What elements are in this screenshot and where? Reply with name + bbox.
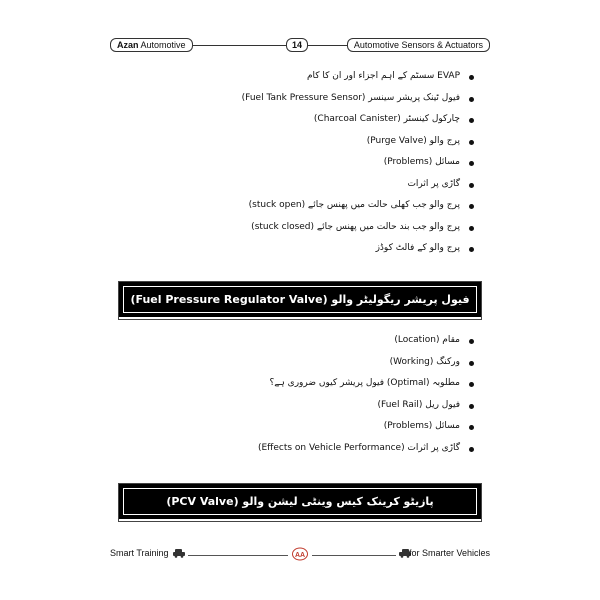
list-item-text: پرج والو جب بند حالت میں پھنس جائے (stuck closed) xyxy=(251,221,460,232)
bullet-icon xyxy=(469,226,474,231)
topic-list-regulator xyxy=(110,330,490,459)
list-item-text: چارکول کینسٹر (Charcoal Canister) xyxy=(313,114,460,124)
section-heading-pcv-valve: پازیٹو کرینک کیس وینٹی لیشن والو (PCV Valve) xyxy=(121,486,479,517)
list-item xyxy=(110,217,490,239)
list-item-text: پرج والو کے فالٹ کوڈز xyxy=(375,243,460,253)
list-item-text: مسائل (Problems) xyxy=(383,157,460,167)
list-item-text: پرج والو (Purge Valve) xyxy=(366,135,460,146)
bullet-icon xyxy=(469,140,474,145)
brand-rest: Automotive xyxy=(138,40,186,50)
document-page xyxy=(110,0,490,600)
bullet-icon xyxy=(469,204,474,209)
list-item xyxy=(110,352,490,374)
section-heading-fuel-pressure-regulator: فیول پریشر ریگولیٹر والو (Fuel Pressure Regulator Valve) xyxy=(121,284,479,315)
bullet-icon xyxy=(469,447,474,452)
brand-bold: Azan xyxy=(117,40,139,50)
list-item xyxy=(110,438,490,460)
list-item-text: پرج والو جب کھلی حالت میں پھنس جائے (stuck open) xyxy=(248,200,460,210)
bullet-icon xyxy=(469,118,474,123)
bullet-icon xyxy=(469,183,474,188)
list-item-text: مطلوبہ (Optimal) فیول پریشر کیوں ضروری ہے؟ xyxy=(269,378,460,388)
bullet-icon xyxy=(469,382,474,387)
logo-text: AA xyxy=(294,552,306,559)
bullet-icon xyxy=(469,161,474,166)
list-item xyxy=(110,66,490,88)
page-header xyxy=(110,38,490,52)
brand-label xyxy=(110,38,193,52)
bullet-icon xyxy=(469,425,474,430)
list-item xyxy=(110,174,490,196)
list-item xyxy=(110,238,490,260)
logo-icon xyxy=(292,547,308,561)
list-item-text: مسائل (Problems) xyxy=(383,421,460,431)
footer-left-text: Smart Training xyxy=(110,548,169,558)
list-item-text: EVAP سسٹم کے اہم اجزاء اور ان کا کام xyxy=(306,71,460,81)
list-item xyxy=(110,88,490,110)
footer-rule-right xyxy=(312,555,396,556)
bullet-icon xyxy=(469,404,474,409)
page-footer xyxy=(110,545,490,565)
list-item xyxy=(110,131,490,153)
footer-rule-left xyxy=(188,555,288,556)
list-item-text: فیول ریل (Fuel Rail) xyxy=(377,399,460,410)
list-item xyxy=(110,330,490,352)
page-number: 14 xyxy=(286,38,308,52)
list-item xyxy=(110,416,490,438)
list-item-text: مقام (Location) xyxy=(394,335,460,345)
bullet-icon xyxy=(469,97,474,102)
list-item xyxy=(110,395,490,417)
bullet-icon xyxy=(469,361,474,366)
topic-list-evap xyxy=(110,66,490,260)
bullet-icon xyxy=(469,339,474,344)
footer-right-text: for Smarter Vehicles xyxy=(408,548,490,558)
list-item xyxy=(110,152,490,174)
list-item-text: گاڑی پر اثرات (Effects on Vehicle Performance) xyxy=(257,442,460,453)
bullet-icon xyxy=(469,75,474,80)
list-item xyxy=(110,195,490,217)
car-icon xyxy=(172,548,186,558)
bullet-icon xyxy=(469,247,474,252)
list-item-text: ورکنگ (Working) xyxy=(389,356,460,367)
chapter-title: Automotive Sensors & Actuators xyxy=(347,38,490,52)
list-item xyxy=(110,109,490,131)
list-item-text: فیول ٹینک پریشر سینسر (Fuel Tank Pressure Sensor) xyxy=(241,92,460,103)
list-item xyxy=(110,373,490,395)
list-item-text: گاڑی پر اثرات xyxy=(407,178,460,189)
